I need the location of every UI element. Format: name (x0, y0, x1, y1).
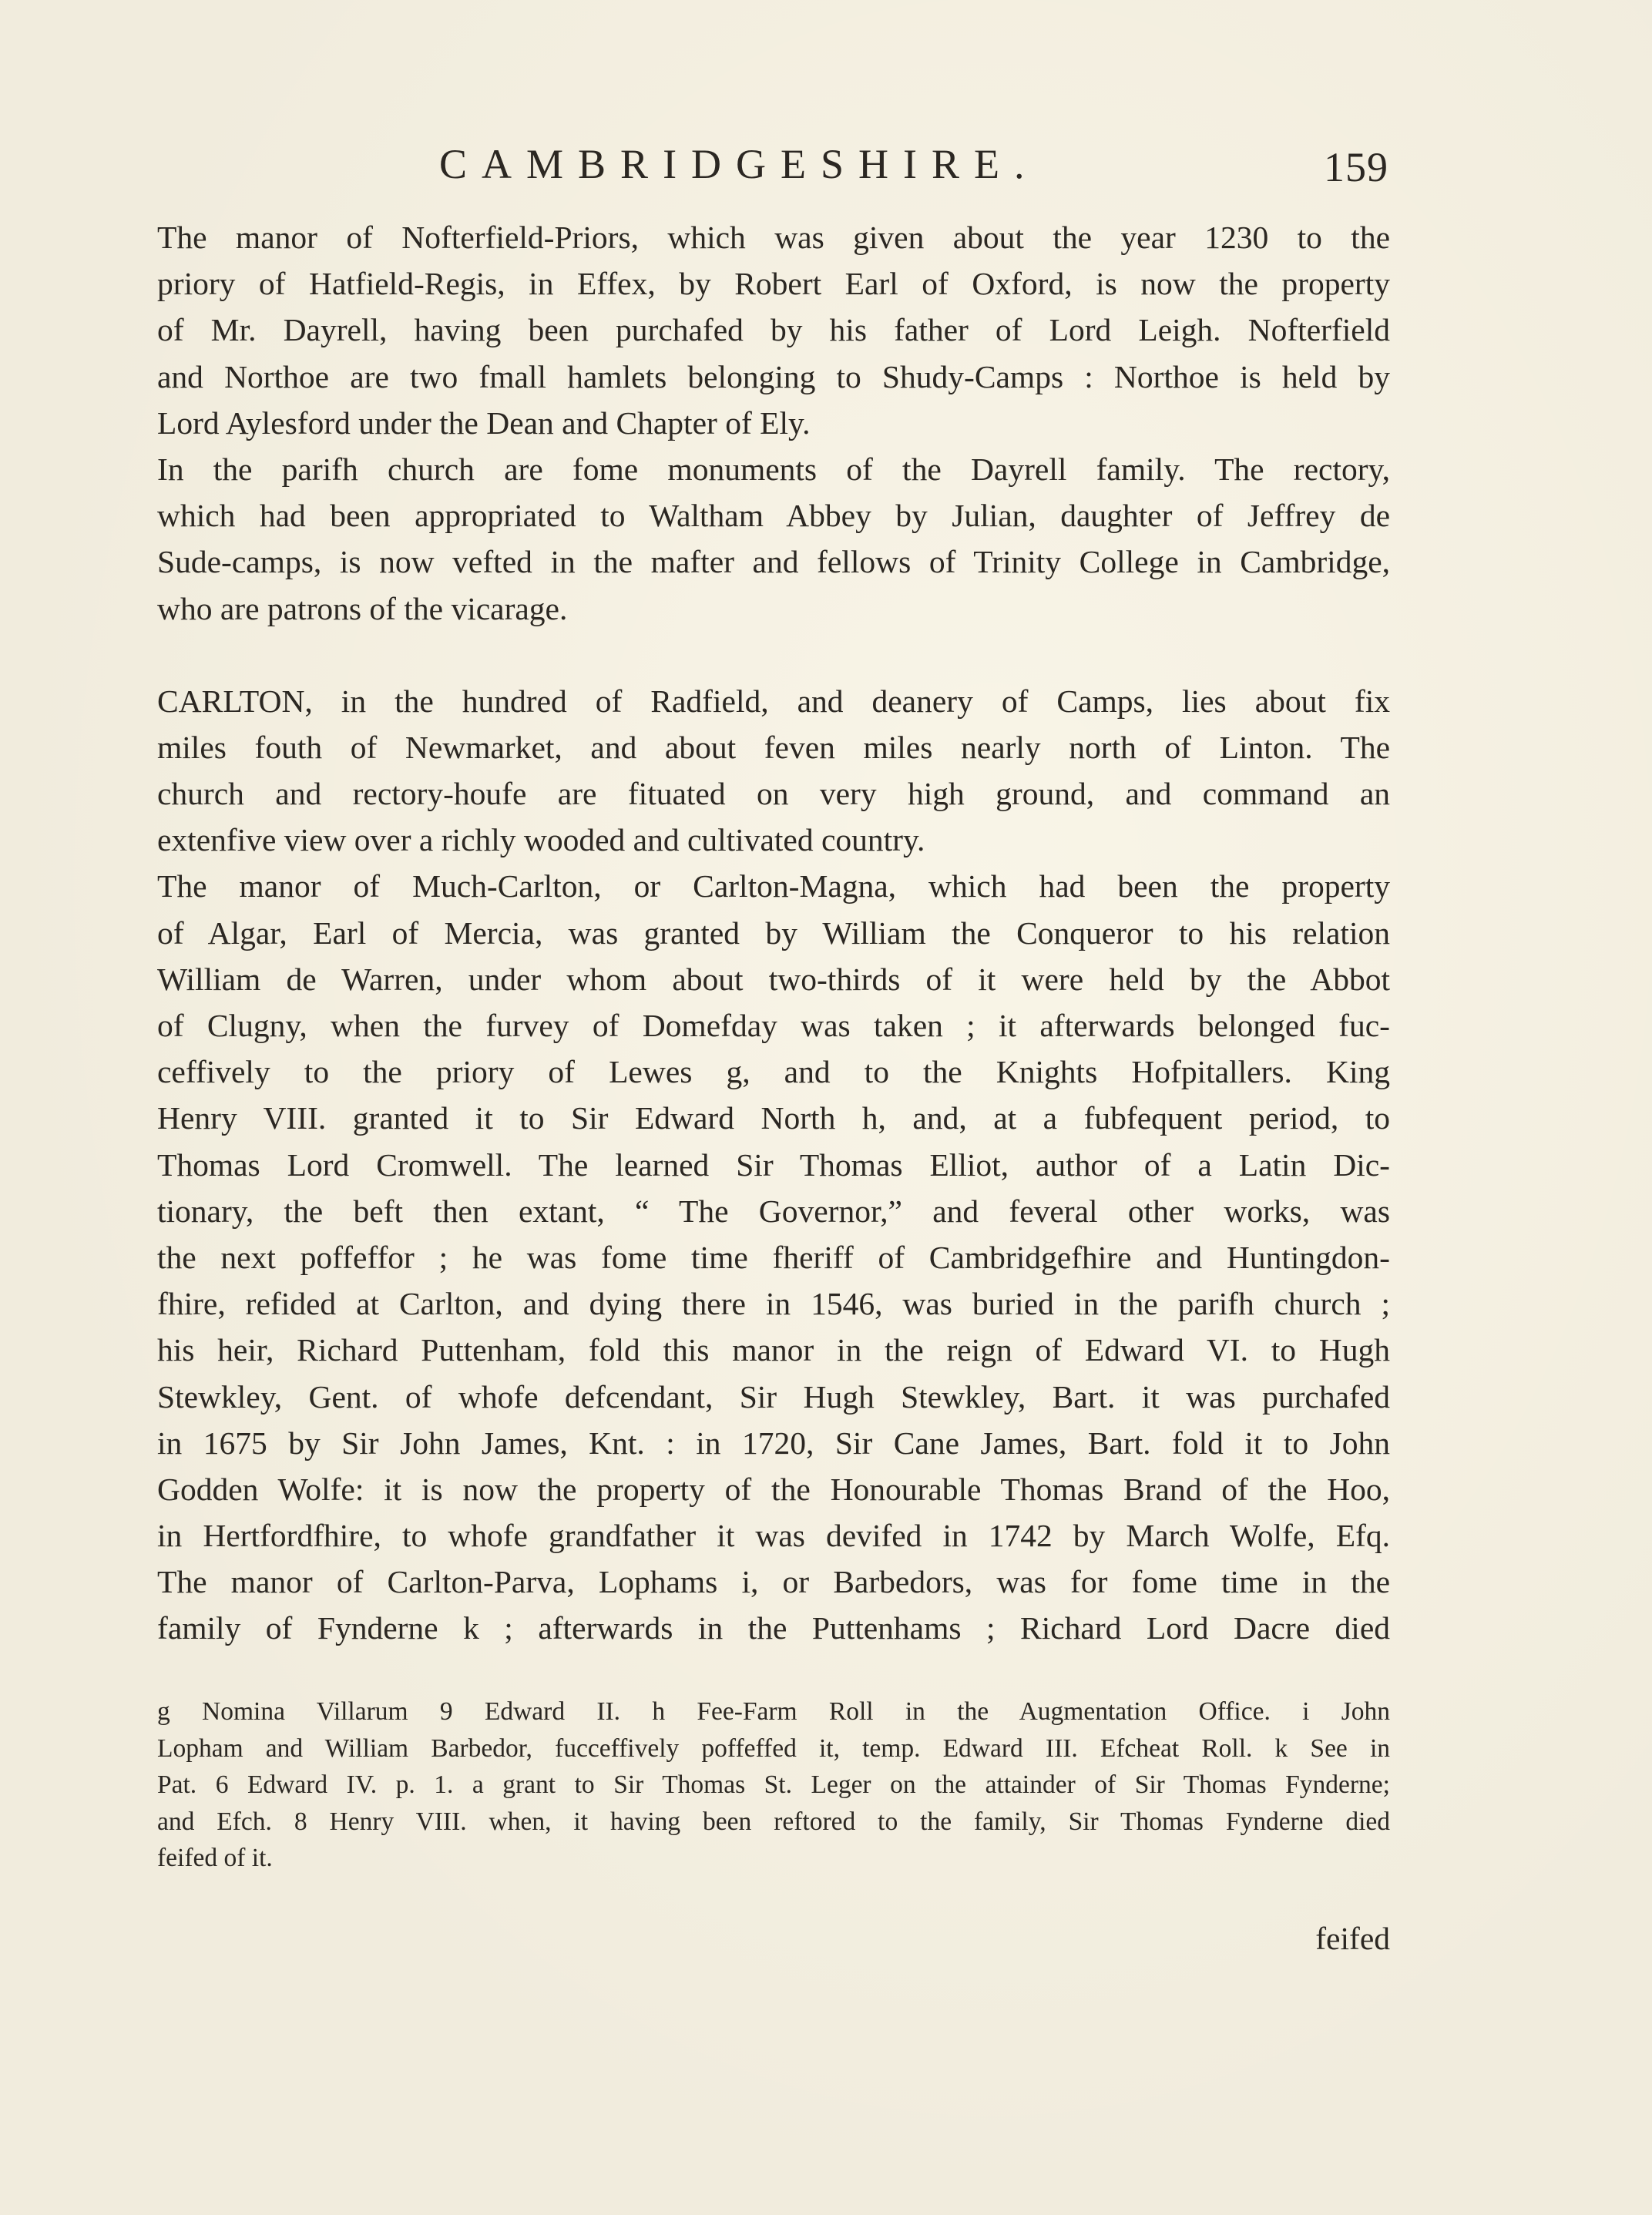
footnote-line: and Efch. 8 Henry VIII. when, it having been reftored to the family, Sir Thomas Fynderne died (157, 1807, 1390, 1836)
main-text (157, 214, 1390, 1652)
text-line: and Northoe are two fmall hamlets belonging to Shudy-Camps : Northoe is held by (157, 358, 1390, 394)
page-header (0, 137, 1652, 191)
text-line: family of Fynderne k ; afterwards in the Puttenhams ; Richard Lord Dacre died (157, 1610, 1390, 1646)
text-line: Godden Wolfe: it is now the property of the Honourable Thomas Brand of the Hoo, (157, 1471, 1390, 1507)
text-line: CARLTON, in the hundred of Radfield, and deanery of Camps, lies about fix (157, 683, 1390, 719)
text-line: The manor of Carlton-Parva, Lophams i, or Barbedors, was for fome time in the (157, 1564, 1390, 1600)
text-line: ceffively to the priory of Lewes g, and to the Knights Hofpitallers. King (157, 1054, 1390, 1090)
paragraph-gap (157, 632, 1390, 678)
text-line: his heir, Richard Puttenham, fold this manor in the reign of Edward VI. to Hugh (157, 1332, 1390, 1368)
text-line: priory of Hatfield-Regis, in Effex, by Robert Earl of Oxford, is now the property (157, 266, 1390, 302)
running-head: CAMBRIDGESHIRE. (439, 141, 1039, 187)
footnote-line: Lopham and William Barbedor, fucceffively poffeffed it, temp. Edward III. Efcheat Roll. k See in (157, 1733, 1390, 1763)
footnote-line: feifed of it. (157, 1844, 273, 1873)
text-line: the next poffeffor ; he was fome time fheriff of Cambridgefhire and Huntingdon- (157, 1239, 1390, 1275)
text-line: The manor of Nofterfield-Priors, which was given about the year 1230 to the (157, 220, 1390, 255)
text-line: in Hertfordfhire, to whofe grandfather it was devifed in 1742 by March Wolfe, Efq. (157, 1518, 1390, 1554)
text-line: In the parifh church are fome monuments of the Dayrell family. The rectory, (157, 451, 1390, 487)
text-line: of Algar, Earl of Mercia, was granted by William the Conqueror to his relation (157, 915, 1390, 951)
text-line: Sude-camps, is now vefted in the mafter and fellows of Trinity College in Cambridge, (157, 544, 1390, 580)
footnote-line: g Nomina Villarum 9 Edward II. h Fee-Farm Roll in the Augmentation Office. i John (157, 1697, 1390, 1726)
text-line: who are patrons of the vicarage. (157, 590, 568, 626)
text-line: The manor of Much-Carlton, or Carlton-Magna, which had been the property (157, 868, 1390, 904)
text-line: Henry VIII. granted it to Sir Edward North h, and, at a fubfequent period, to (157, 1100, 1390, 1136)
text-line: church and rectory-houfe are fituated on very high ground, and command an (157, 776, 1390, 812)
text-line: of Mr. Dayrell, having been purchafed by his father of Lord Leigh. Nofterfield (157, 312, 1390, 348)
footnote-line: Pat. 6 Edward IV. p. 1. a grant to Sir Thomas St. Leger on the attainder of Sir Thomas Fynderne; (157, 1770, 1390, 1800)
text-line: in 1675 by Sir John James, Knt. : in 1720, Sir Cane James, Bart. fold it to John (157, 1425, 1390, 1461)
text-line: tionary, the beft then extant, “ The Governor,” and feveral other works, was (157, 1193, 1390, 1229)
text-line: extenfive view over a richly wooded and cultivated country. (157, 822, 925, 858)
text-line: Stewkley, Gent. of whofe defcendant, Sir Hugh Stewkley, Bart. it was purchafed (157, 1378, 1390, 1415)
catchword: feifed (1315, 1921, 1390, 1956)
footnotes (157, 1693, 1390, 1877)
text-line: Lord Aylesford under the Dean and Chapter of Ely. (157, 404, 811, 441)
text-line: miles fouth of Newmarket, and about feven miles nearly north of Linton. The (157, 729, 1390, 765)
text-line: Thomas Lord Cromwell. The learned Sir Thomas Elliot, author of a Latin Dic- (157, 1146, 1390, 1183)
text-line: fhire, refided at Carlton, and dying there in 1546, was buried in the parifh church ; (157, 1286, 1390, 1322)
text-line: William de Warren, under whom about two-thirds of it were held by the Abbot (157, 961, 1390, 997)
text-line: of Clugny, when the furvey of Domefday was taken ; it afterwards belonged fuc- (157, 1008, 1390, 1043)
text-line: which had been appropriated to Waltham Abbey by Julian, daughter of Jeffrey de (157, 498, 1390, 534)
page-number: 159 (1324, 144, 1388, 190)
